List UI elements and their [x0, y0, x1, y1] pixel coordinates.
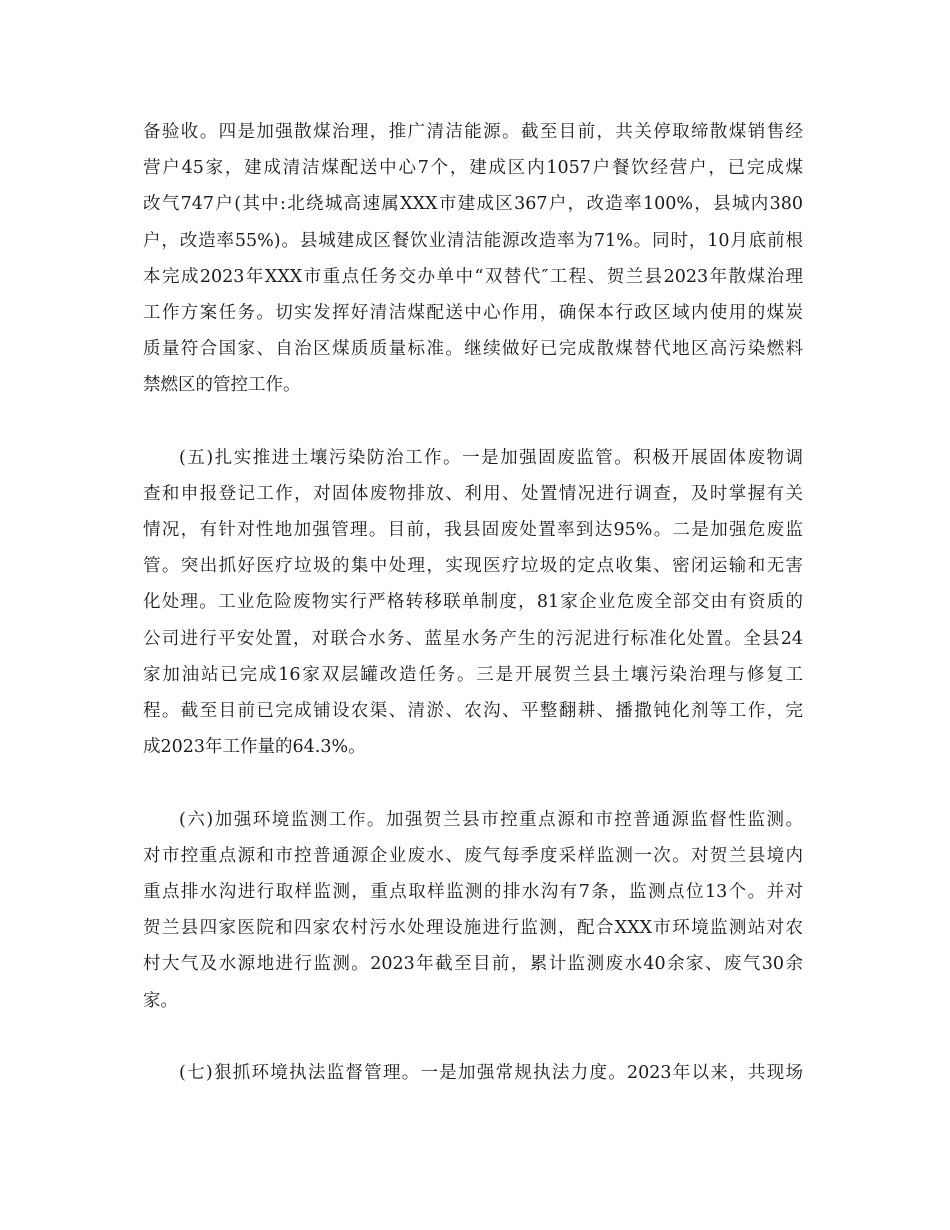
text-line: 对市控重点源和市控普通源企业废水、废气每季度采样监测一次。对贺兰县境内	[143, 845, 803, 866]
paragraph-gap	[143, 765, 803, 801]
text-line: 工作方案任务。切实发挥好清洁煤配送中心作用，确保本行政区域内使用的煤炭	[143, 302, 803, 323]
paragraph-environmental-monitoring	[143, 802, 803, 1019]
text-line: 村大气及水源地进行监测。2023年截至目前，累计监测废水40余家、废气30余	[143, 954, 803, 975]
text-line: (七)狠抓环境执法监督管理。一是加强常规执法力度。2023年以来，共现场	[179, 1062, 803, 1083]
text-line: (五)扎实推进土壤污染防治工作。一是加强固废监管。积极开展固体废物调	[179, 447, 803, 468]
document-page	[143, 114, 803, 1091]
text-line: 改气747户(其中:北绕城高速属XXX市建成区367户，改造率100%，县城内380	[143, 194, 803, 215]
text-line: 户，改造率55%)。县城建成区餐饮业清洁能源改造率为71%。同时，10月底前根	[143, 230, 803, 251]
text-line: 程。截至目前已完成铺设农渠、清淤、农沟、平整翻耕、播撒钝化剂等工作，完	[143, 701, 803, 721]
paragraph-gap	[143, 1019, 803, 1055]
text-line: 化处理。工业危险废物实行严格转移联单制度，81家企业危废全部交由有资质的	[143, 592, 803, 613]
text-line: 家。	[143, 990, 178, 1011]
text-line: 本完成2023年XXX市重点任务交办单中“双替代″工程、贺兰县2023年散煤治理	[143, 266, 803, 287]
text-line: (六)加强环境监测工作。加强贺兰县市控重点源和市控普通源监督性监测。	[179, 809, 803, 830]
text-line: 成2023年工作量的64.3%。	[143, 737, 366, 758]
text-line: 重点排水沟进行取样监测，重点取样监测的排水沟有7条，监测点位13个。并对	[143, 881, 803, 902]
text-line: 查和申报登记工作，对固体废物排放、利用、处置情况进行调查，及时掌握有关	[143, 483, 803, 504]
text-line: 质量符合国家、自治区煤质质量标准。继续做好已完成散煤替代地区高污染燃料	[143, 339, 803, 360]
text-line: 管。突出抓好医疗垃圾的集中处理，实现医疗垃圾的定点收集、密闭运输和无害	[143, 556, 803, 577]
paragraph-gap	[143, 404, 803, 440]
paragraph-soil-pollution	[143, 440, 803, 766]
text-line: 备验收。四是加强散煤治理，推广清洁能源。截至目前，共关停取缔散煤销售经	[143, 122, 803, 142]
text-line: 贺兰县四家医院和四家农村污水处理设施进行监测，配合XXX市环境监测站对农	[143, 918, 803, 939]
paragraph-coal-governance	[143, 114, 803, 404]
text-line: 公司进行平安处置，对联合水务、蓝星水务产生的污泥进行标准化处置。全县24	[143, 628, 803, 649]
text-line: 禁燃区的管控工作。	[143, 375, 301, 396]
paragraph-enforcement	[143, 1055, 803, 1091]
text-line: 情况，有针对性地加强管理。目前，我县固废处置率到达95%。二是加强危废监	[143, 520, 803, 541]
text-line: 营户45家，建成清洁煤配送中心7个，建成区内1057户餐饮经营户，已完成煤	[143, 158, 803, 179]
text-line: 家加油站已完成16家双层罐改造任务。三是开展贺兰县土壤污染治理与修复工	[143, 664, 803, 685]
